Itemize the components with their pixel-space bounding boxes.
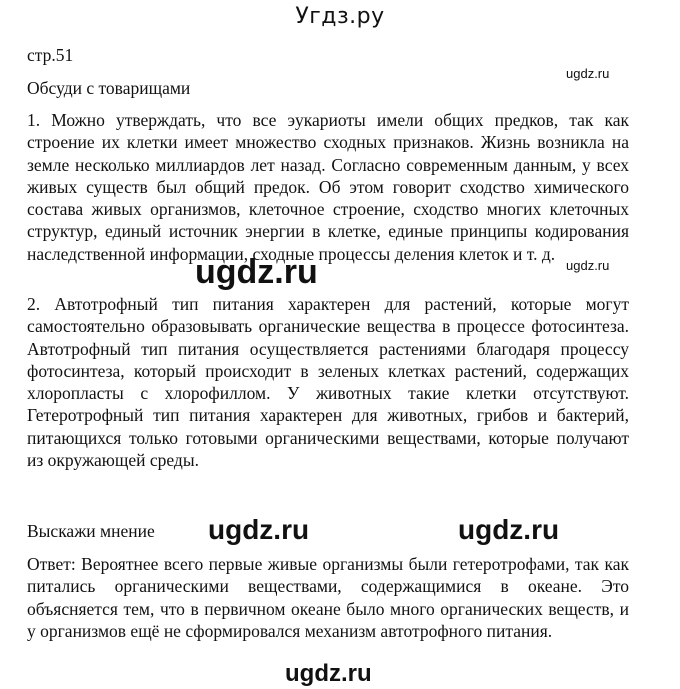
- section-heading-opinion: Выскажи мнение: [27, 521, 155, 541]
- watermark-large-left: ugdz.ru: [208, 514, 310, 545]
- watermark-bottom: ugdz.ru: [285, 660, 372, 687]
- watermark-small-top: ugdz.ru: [566, 66, 610, 81]
- watermark-large-right: ugdz.ru: [458, 514, 560, 545]
- watermark-small-middle: ugdz.ru: [566, 258, 610, 273]
- watermark-large-middle: ugdz.ru: [195, 253, 318, 291]
- paragraph-eukaryotes: 1. Можно утверждать, что все эукариоты имели общих предков, так как строение их клетки имеет множество сходных признаков. Жизнь возникла на земле несколько миллиардов лет назад. Согласно современным данным, у всех живых существ был общий предок. Об этом говорит сходство химического состава живых организмов, клеточное строение, сходство многих клеточных структур, единый источник энергии в клетке, единые принципы кодирования наследственной информации, сходные процессы деления клеток и т. д.: [27, 110, 629, 264]
- paragraph-nutrition-types: 2. Автотрофный тип питания характерен для растений, которые могут самостоятельно образовывать органические вещества в процессе фотосинтеза. Автотрофный тип питания осуществляется растениями благодаря процессу фотосинтеза, который происходит в зеленых клетках растений, содержащих хлоропласты с хлорофиллом. У животных такие клетки отсутствуют. Гетеротрофный тип питания характерен для животных, грибов и бактерий, питающихся только готовыми органическими веществами, которые получают из окружающей среды.: [27, 294, 629, 471]
- section-heading-discuss: Обсуди с товарищами: [27, 78, 191, 98]
- site-title: Угдз.ру: [295, 4, 385, 29]
- answer-paragraph: Ответ: Вероятнее всего первые живые организмы были гетеротрофами, так как питались органическими веществами, содержащимися в океане. Это объясняется тем, что в первичном океане было много органических веществ, и у организмов ещё не сформировался механизм автотрофного питания.: [27, 554, 629, 641]
- page-reference: стр.51: [27, 45, 74, 65]
